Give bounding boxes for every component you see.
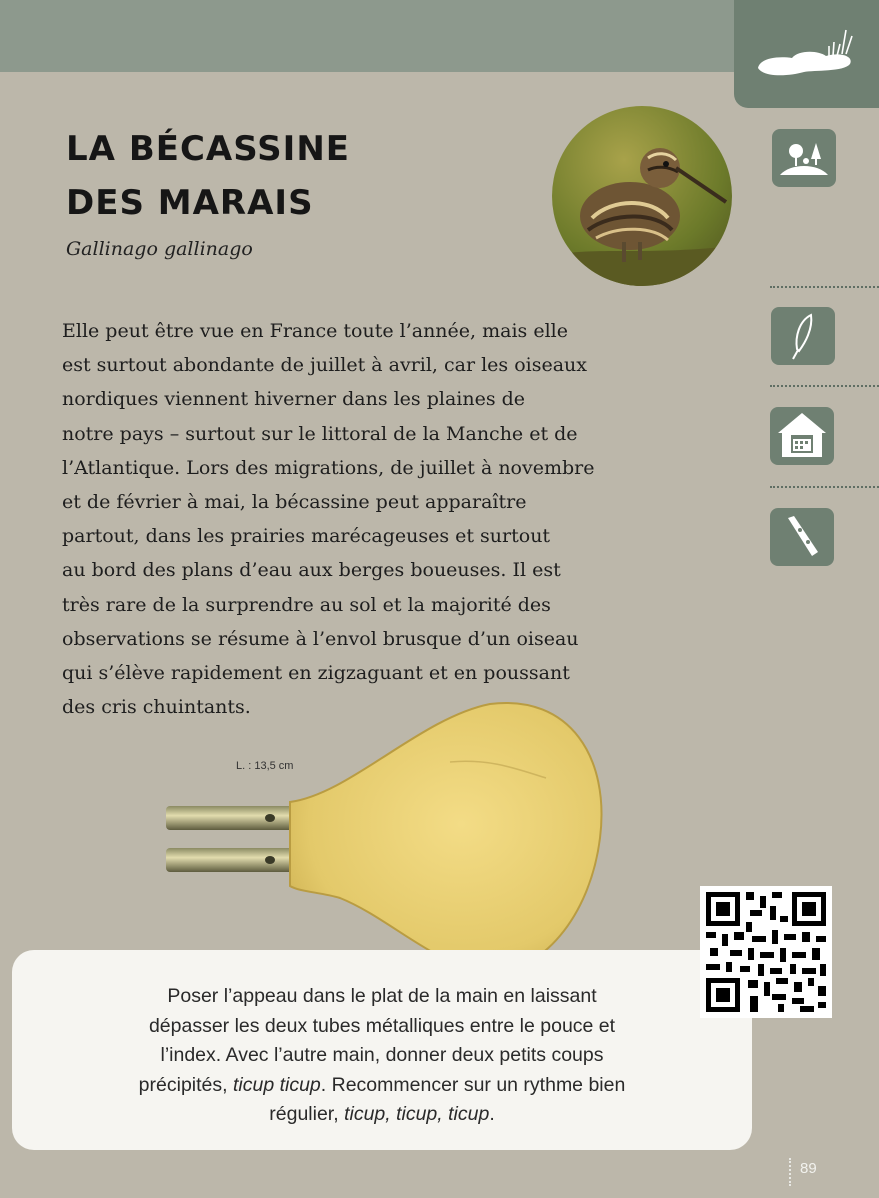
- species-description: [62, 314, 702, 724]
- page-number: 89: [800, 1160, 817, 1177]
- description-line: qui s’élève rapidement en zigzaguant et en poussant: [62, 662, 570, 685]
- divider: [770, 286, 879, 288]
- title-line-1: LA BÉCASSINE: [66, 129, 350, 169]
- description-line: partout, dans les prairies marécageuses et surtout: [62, 525, 551, 548]
- description-line: au bord des plans d’eau aux berges boueuses. Il est: [62, 559, 561, 582]
- instruction-line: Poser l’appeau dans le plat de la main en laissant: [167, 985, 597, 1007]
- instruction-text: régulier,: [269, 1103, 345, 1125]
- call-size-label: L. : 13,5 cm: [236, 760, 294, 772]
- description-line: des cris chuintants.: [62, 696, 251, 719]
- instruction-text: .: [489, 1103, 495, 1125]
- house-calendar-icon[interactable]: [770, 407, 834, 465]
- wetland-marsh-icon: [734, 0, 879, 108]
- title-line-2: DES MARAIS: [66, 183, 314, 223]
- description-line: nordiques viennent hiverner dans les plaines de: [62, 388, 526, 411]
- landscape-tree-icon[interactable]: [772, 129, 836, 187]
- instruction-line: [24, 1071, 740, 1101]
- description-line: Elle peut être vue en France toute l’année, mais elle: [62, 320, 568, 342]
- latin-name: Gallinago gallinago: [66, 238, 253, 260]
- feather-icon[interactable]: [771, 307, 835, 365]
- species-title: [66, 122, 350, 230]
- habitat-tab[interactable]: [734, 0, 879, 108]
- description-line: notre pays – surtout sur le littoral de la Manche et de: [62, 422, 578, 445]
- instruction-line: [24, 1100, 740, 1130]
- description-line: l’Atlantique. Lors des migrations, de juillet à novembre: [62, 456, 595, 479]
- description-line: observations se résume à l’envol brusque d’un oiseau: [62, 627, 579, 650]
- bird-call-device-image: [160, 698, 610, 980]
- snipe-photo: [552, 106, 732, 286]
- description-line: et de février à mai, la bécassine peut apparaître: [62, 491, 527, 514]
- metal-tube: [166, 848, 296, 872]
- page-number-divider: [789, 1158, 791, 1186]
- instruction-text: . Recommencer sur un rythme bien: [320, 1073, 626, 1096]
- description-line: est surtout abondante de juillet à avril, car les oiseaux: [62, 354, 587, 377]
- call-sound-text: ticup ticup: [232, 1073, 321, 1096]
- call-sound-text: ticup, ticup, ticup: [344, 1103, 490, 1125]
- instruction-line: l’index. Avec l’autre main, donner deux petits coups: [160, 1044, 604, 1066]
- usage-instructions: [24, 982, 740, 1130]
- instruction-text: précipités,: [138, 1073, 233, 1096]
- metal-tube: [166, 806, 296, 830]
- bird-call-whistle-icon[interactable]: [770, 508, 834, 566]
- instruction-line: dépasser les deux tubes métalliques entre le pouce et: [148, 1014, 616, 1037]
- description-line: très rare de la surprendre au sol et la majorité des: [62, 593, 551, 616]
- divider: [770, 385, 879, 387]
- divider: [770, 486, 879, 488]
